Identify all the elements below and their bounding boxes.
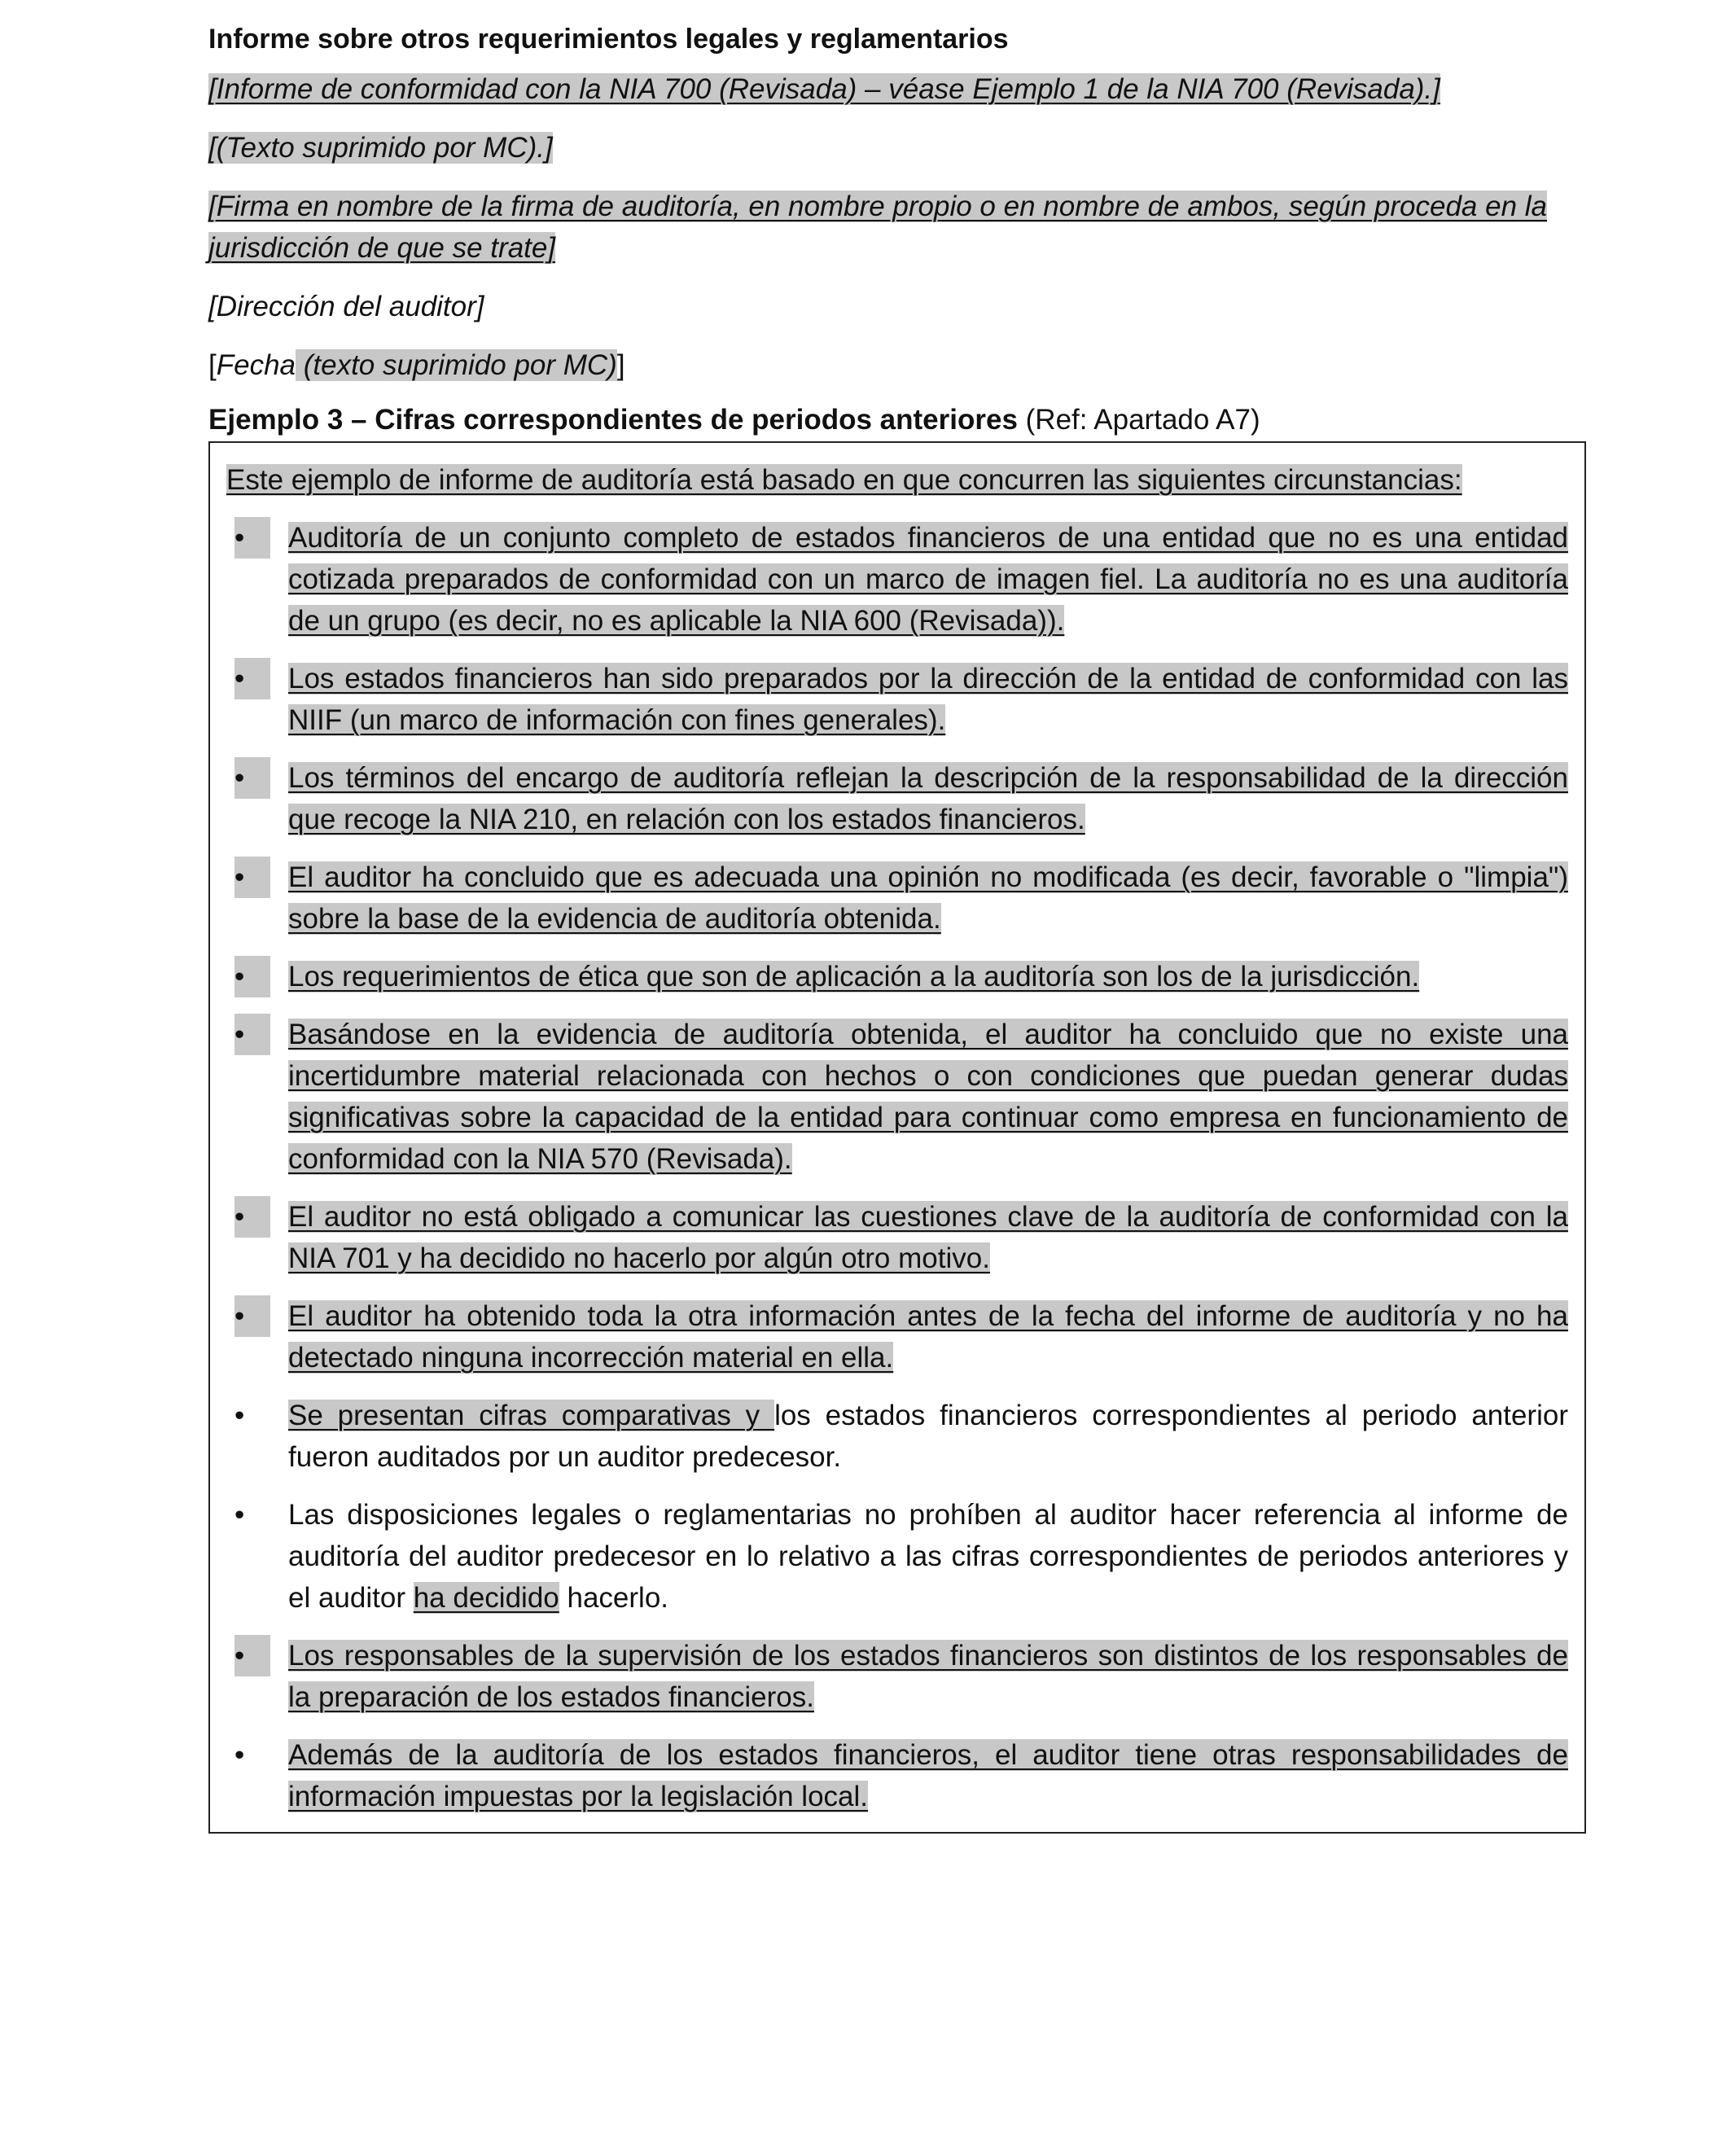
nia-note-text: [Informe de conformidad con la NIA 700 (Revisada) – véase Ejemplo 1 de la NIA 700 (Revisada).] bbox=[208, 73, 1440, 105]
nia-note-line bbox=[208, 68, 1584, 110]
list-item bbox=[226, 757, 1568, 840]
list-item-text: El auditor ha obtenido toda la otra información antes de la fecha del informe de auditoría y no ha detectado ninguna incorrección material en ella. bbox=[288, 1300, 1568, 1374]
list-item bbox=[226, 517, 1568, 642]
list-item-text: Los estados financieros han sido preparados por la dirección de la entidad de conformidad con las NIIF (un marco de información con fines generales). bbox=[288, 663, 1568, 736]
bullet-icon: • bbox=[234, 857, 270, 898]
bullet-icon: • bbox=[234, 1739, 245, 1771]
list-item-highlight: Se presentan cifras comparativas y bbox=[288, 1400, 775, 1431]
bullet-icon: • bbox=[234, 1196, 270, 1238]
example-title bbox=[208, 399, 1584, 441]
firma-line bbox=[208, 186, 1584, 269]
list-item-text: los estados financieros correspondientes al periodo anterior fueron auditados por un auditor predecesor. bbox=[288, 1400, 1568, 1473]
list-item-text: El auditor ha concluido que es adecuada una opinión no modificada (es decir, favorable o "limpia") sobre la base de la evidencia de auditoría obtenida. bbox=[288, 861, 1568, 935]
bullet-icon: • bbox=[234, 1635, 270, 1676]
bullet-icon: • bbox=[234, 658, 270, 699]
list-item bbox=[226, 1734, 1568, 1817]
list-item bbox=[226, 1494, 1568, 1619]
list-item bbox=[226, 1395, 1568, 1478]
list-item-text: Basándose en la evidencia de auditoría obtenida, el auditor ha concluido que no existe una incertidumbre material relacionada con hechos o con condiciones que puedan generar dudas significativas sobre la capacidad de la entidad para continuar como empresa en funcionamiento de conformidad con la NIA 570 (Revisada). bbox=[288, 1019, 1568, 1175]
list-item-highlight: ha decidido bbox=[413, 1582, 559, 1614]
example-title-ref: (Ref: Apartado A7) bbox=[1017, 404, 1260, 436]
bullet-icon: • bbox=[234, 956, 270, 997]
list-item-text: Además de la auditoría de los estados financieros, el auditor tiene otras responsabilidades de información impuestas por la legislación local. bbox=[288, 1739, 1568, 1812]
fecha-close-bracket: ] bbox=[616, 349, 625, 381]
list-item-text: Los requerimientos de ética que son de aplicación a la auditoría son los de la jurisdicción. bbox=[288, 961, 1420, 993]
list-item bbox=[226, 1635, 1568, 1718]
fecha-line bbox=[208, 344, 1584, 386]
list-item-text: Los términos del encargo de auditoría reflejan la descripción de la responsabilidad de la dirección que recoge la NIA 210, en relación con los estados financieros. bbox=[288, 762, 1568, 835]
circumstances-box bbox=[208, 441, 1586, 1834]
circumstances-list bbox=[226, 517, 1568, 1817]
fecha-open-bracket: [ bbox=[208, 349, 217, 381]
bullet-icon: • bbox=[234, 1014, 270, 1055]
firma-text: [Firma en nombre de la firma de auditoría, en nombre propio o en nombre de ambos, según proceda en la jurisdicción de que se trate] bbox=[208, 191, 1548, 264]
circumstances-intro-text: Este ejemplo de informe de auditoría está basado en que concurren las siguientes circunstancias: bbox=[226, 464, 1462, 496]
list-item bbox=[226, 1196, 1568, 1279]
list-item bbox=[226, 658, 1568, 741]
bullet-icon: • bbox=[234, 1499, 245, 1531]
direccion-line: [Dirección del auditor] bbox=[208, 291, 484, 322]
fecha-note: (texto suprimido por MC) bbox=[296, 349, 617, 381]
list-item bbox=[226, 956, 1568, 997]
document-page bbox=[208, 18, 1584, 1834]
list-item-text-end: hacerlo. bbox=[559, 1582, 669, 1614]
list-item bbox=[226, 857, 1568, 940]
texto-suprimido-line bbox=[208, 127, 1584, 169]
section-heading: Informe sobre otros requerimientos legales y reglamentarios bbox=[208, 24, 1009, 55]
list-item-text: Auditoría de un conjunto completo de estados financieros de una entidad que no es una entidad cotizada preparados de conformidad con un marco de imagen fiel. La auditoría no es una auditoría de un grupo (es decir, no es aplicable la NIA 600 (Revisada)). bbox=[288, 522, 1568, 637]
list-item-text: Las disposiciones legales o reglamentarias no prohíben al auditor hacer referencia al informe de auditoría del auditor predecesor en lo relativo a las cifras correspondientes de periodos anteriores y el auditor bbox=[288, 1499, 1568, 1614]
list-item bbox=[226, 1014, 1568, 1180]
bullet-icon: • bbox=[234, 757, 270, 799]
example-title-bold: Ejemplo 3 – Cifras correspondientes de periodos anteriores bbox=[208, 404, 1018, 436]
bullet-icon: • bbox=[234, 517, 270, 559]
circumstances-intro bbox=[226, 459, 1568, 501]
bullet-icon: • bbox=[234, 1400, 245, 1431]
list-item-text: Los responsables de la supervisión de los estados financieros son distintos de los responsables de la preparación de los estados financieros. bbox=[288, 1640, 1568, 1713]
texto-suprimido-text: [(Texto suprimido por MC).] bbox=[208, 132, 553, 164]
list-item bbox=[226, 1295, 1568, 1378]
bullet-icon: • bbox=[234, 1295, 270, 1337]
fecha-label: Fecha bbox=[216, 349, 296, 381]
list-item-text: El auditor no está obligado a comunicar las cuestiones clave de la auditoría de conformidad con la NIA 701 y ha decidido no hacerlo por algún otro motivo. bbox=[288, 1201, 1568, 1274]
